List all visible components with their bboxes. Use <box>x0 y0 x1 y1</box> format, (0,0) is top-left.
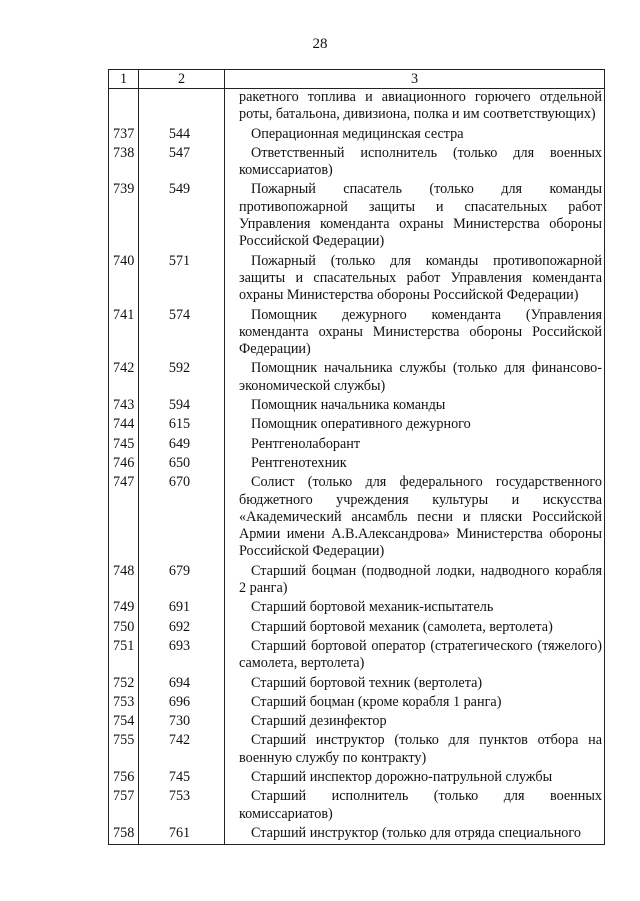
position-code: 745 <box>139 769 225 788</box>
position-code: 691 <box>139 599 225 618</box>
position-code: 692 <box>139 619 225 638</box>
position-code: 761 <box>139 825 225 845</box>
table-row <box>109 675 605 694</box>
table-row <box>109 436 605 455</box>
row-number: 756 <box>109 769 139 788</box>
position-title: Рентгенолаборант <box>225 436 605 455</box>
row-number: 741 <box>109 307 139 361</box>
position-title: Ответственный исполнитель (только для военных комиссариатов) <box>225 145 605 182</box>
position-title: Помощник оперативного дежурного <box>225 416 605 435</box>
table-body <box>109 89 605 845</box>
page-number: 28 <box>312 36 328 52</box>
positions-table <box>108 69 605 845</box>
position-title: Помощник начальника службы (только для финансово-экономической службы) <box>225 360 605 397</box>
table-header-row <box>109 70 605 89</box>
position-title: Старший бортовой механик (самолета, вертолета) <box>225 619 605 638</box>
table-row <box>109 89 605 126</box>
table-row <box>109 307 605 361</box>
position-title: Старший боцман (подводной лодки, надводного корабля 2 ранга) <box>225 563 605 600</box>
table-row <box>109 769 605 788</box>
row-number: 746 <box>109 455 139 474</box>
table-row <box>109 455 605 474</box>
position-title: Старший исполнитель (только для военных комиссариатов) <box>225 788 605 825</box>
position-code: 670 <box>139 474 225 562</box>
row-number: 751 <box>109 638 139 675</box>
position-title: Старший боцман (кроме корабля 1 ранга) <box>225 694 605 713</box>
row-number: 758 <box>109 825 139 845</box>
position-code: 615 <box>139 416 225 435</box>
column-header-1: 1 <box>109 70 139 89</box>
row-number <box>109 89 139 126</box>
table-row <box>109 599 605 618</box>
position-code: 753 <box>139 788 225 825</box>
position-title: Старший инструктор (только для отряда специального <box>225 825 605 845</box>
row-number: 750 <box>109 619 139 638</box>
table-row <box>109 825 605 845</box>
position-code: 649 <box>139 436 225 455</box>
table-row <box>109 732 605 769</box>
row-number: 743 <box>109 397 139 416</box>
position-code: 693 <box>139 638 225 675</box>
table-row <box>109 181 605 252</box>
row-number: 742 <box>109 360 139 397</box>
position-title: Старший инструктор (только для пунктов отбора на военную службу по контракту) <box>225 732 605 769</box>
position-title: Старший бортовой техник (вертолета) <box>225 675 605 694</box>
table-row <box>109 474 605 562</box>
position-title: ракетного топлива и авиационного горючего отдельной роты, батальона, дивизиона, полка и им соответствующих) <box>225 89 605 126</box>
position-title: Помощник начальника команды <box>225 397 605 416</box>
column-header-3: 3 <box>225 70 605 89</box>
position-title: Старший дезинфектор <box>225 713 605 732</box>
position-code: 694 <box>139 675 225 694</box>
table-row <box>109 788 605 825</box>
table-row <box>109 360 605 397</box>
row-number: 744 <box>109 416 139 435</box>
position-code: 574 <box>139 307 225 361</box>
document-table <box>108 69 604 845</box>
position-title: Старший бортовой механик-испытатель <box>225 599 605 618</box>
table-row <box>109 638 605 675</box>
position-code: 547 <box>139 145 225 182</box>
position-code: 696 <box>139 694 225 713</box>
table-row <box>109 694 605 713</box>
position-code: 679 <box>139 563 225 600</box>
table-row <box>109 563 605 600</box>
row-number: 747 <box>109 474 139 562</box>
position-code: 571 <box>139 253 225 307</box>
position-title: Рентгенотехник <box>225 455 605 474</box>
position-code: 592 <box>139 360 225 397</box>
position-code: 650 <box>139 455 225 474</box>
position-title: Пожарный (только для команды противопожарной защиты и спасательных работ Управления коменданта охраны Министерства обороны Российской Федерации) <box>225 253 605 307</box>
row-number: 755 <box>109 732 139 769</box>
position-code: 549 <box>139 181 225 252</box>
position-code: 742 <box>139 732 225 769</box>
row-number: 748 <box>109 563 139 600</box>
table-row <box>109 253 605 307</box>
position-title: Солист (только для федерального государственного бюджетного учреждения культуры и искусства «Академический ансамбль песни и пляски Российской Армии имени А.В.Александрова» Министерства обороны Российской Федерации) <box>225 474 605 562</box>
position-code <box>139 89 225 126</box>
position-code: 594 <box>139 397 225 416</box>
row-number: 757 <box>109 788 139 825</box>
row-number: 753 <box>109 694 139 713</box>
table-row <box>109 145 605 182</box>
position-title: Пожарный спасатель (только для команды противопожарной защиты и спасательных работ Управления коменданта охраны Министерства обороны Российской Федерации) <box>225 181 605 252</box>
row-number: 739 <box>109 181 139 252</box>
table-row <box>109 126 605 145</box>
position-title: Старший бортовой оператор (стратегического (тяжелого) самолета, вертолета) <box>225 638 605 675</box>
row-number: 740 <box>109 253 139 307</box>
table-row <box>109 416 605 435</box>
row-number: 737 <box>109 126 139 145</box>
row-number: 754 <box>109 713 139 732</box>
position-code: 544 <box>139 126 225 145</box>
table-row <box>109 713 605 732</box>
row-number: 752 <box>109 675 139 694</box>
row-number: 738 <box>109 145 139 182</box>
position-title: Старший инспектор дорожно-патрульной службы <box>225 769 605 788</box>
position-title: Операционная медицинская сестра <box>225 126 605 145</box>
row-number: 749 <box>109 599 139 618</box>
row-number: 745 <box>109 436 139 455</box>
table-row <box>109 619 605 638</box>
position-code: 730 <box>139 713 225 732</box>
column-header-2: 2 <box>139 70 225 89</box>
position-title: Помощник дежурного коменданта (Управления коменданта охраны Министерства обороны Российской Федерации) <box>225 307 605 361</box>
table-row <box>109 397 605 416</box>
